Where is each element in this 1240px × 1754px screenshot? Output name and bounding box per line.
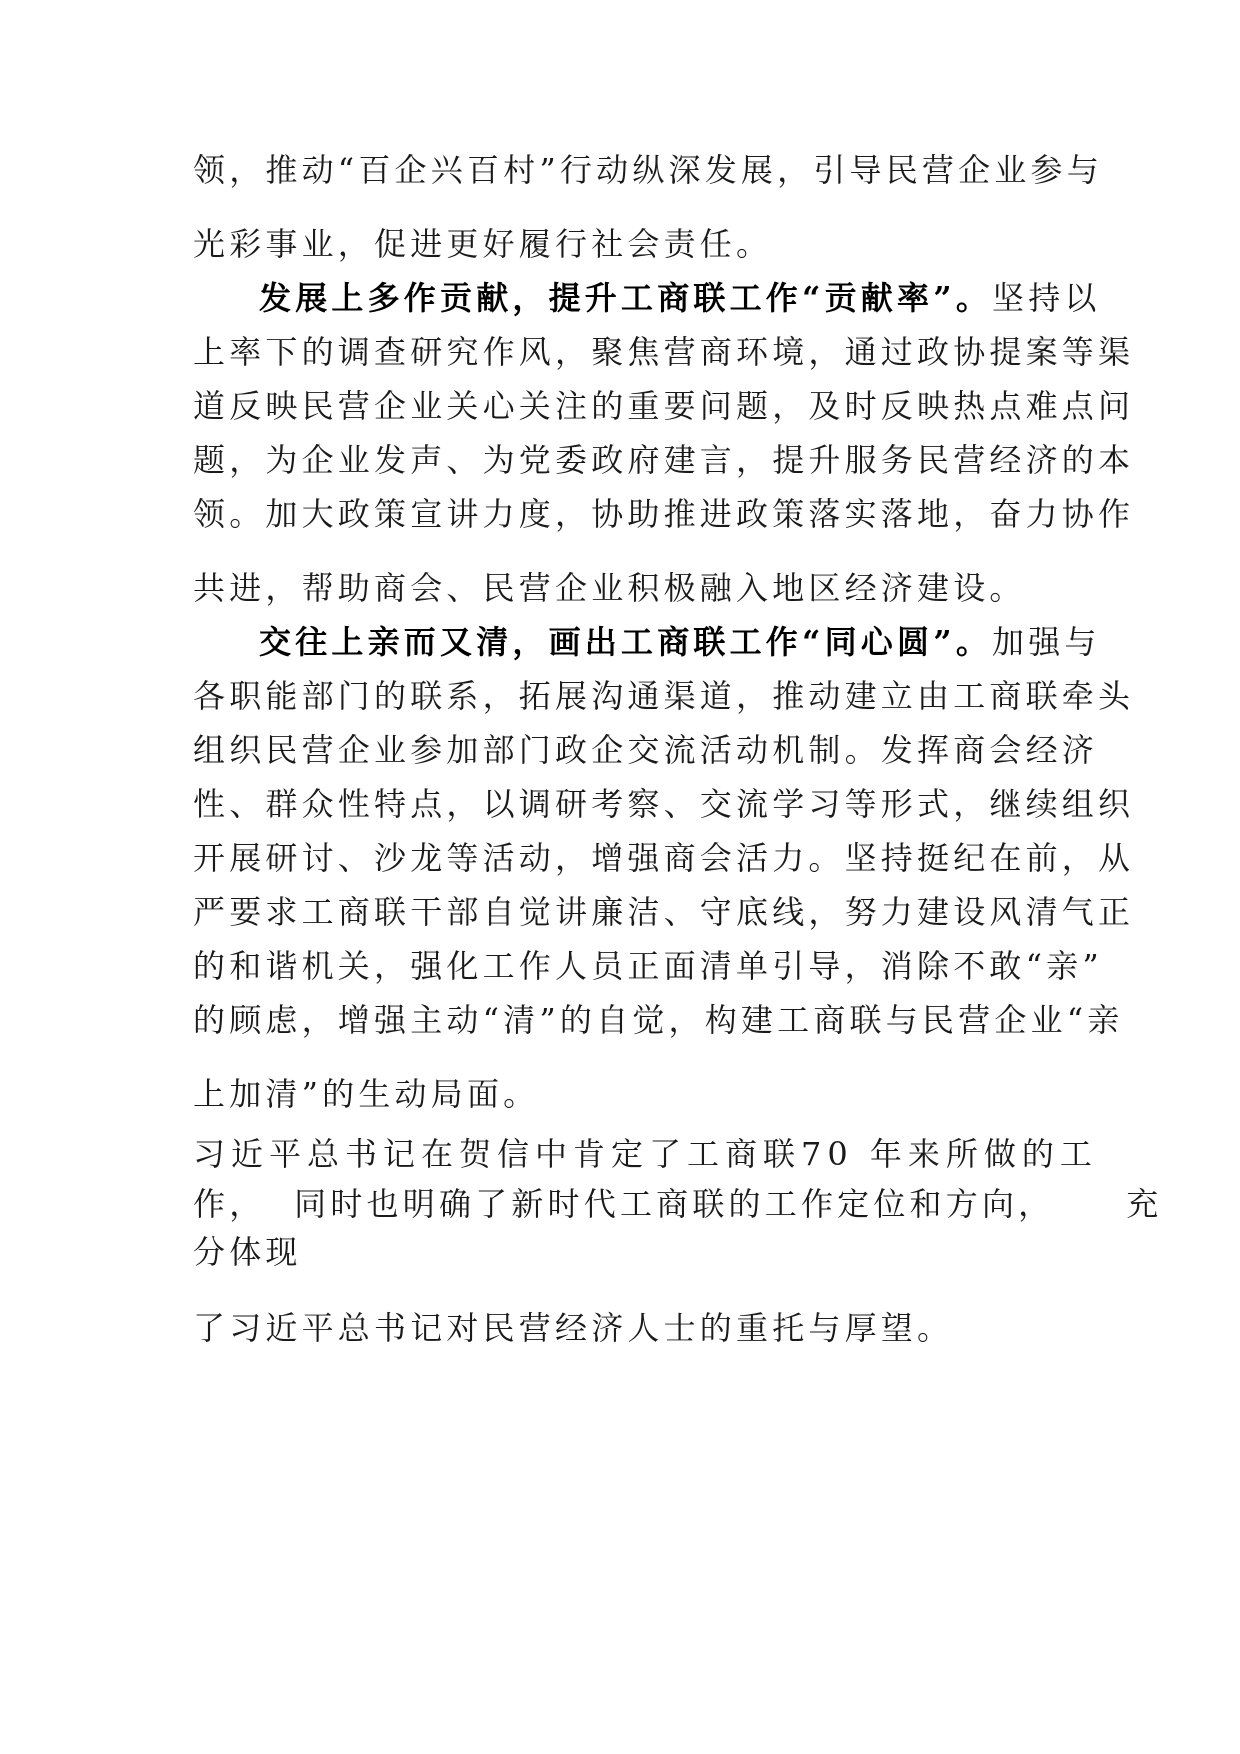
paragraph-3-first-tail: 加强与 <box>992 623 1101 661</box>
paragraph-1-line-2: 光彩事业，促进更好履行社会责任。 <box>193 225 773 263</box>
paragraph-3-line-2: 各职能部门的联系，拓展沟通渠道，推动建立由工商联牵头 <box>193 677 1135 715</box>
paragraph-3-heading: 交往上亲而又清，画出工商联工作“同心圆”。 <box>259 623 993 661</box>
paragraph-3-line-5: 开展研讨、沙龙等活动，增强商会活力。坚持挺纪在前，从 <box>193 839 1135 877</box>
paragraph-2-first-tail: 坚持以 <box>992 279 1101 317</box>
paragraph-2-line-3: 道反映民营企业关心关注的重要问题，及时反映热点难点问 <box>193 387 1135 425</box>
paragraph-3-line-1 <box>259 620 1101 664</box>
paragraph-2-line-6: 共进，帮助商会、民营企业积极融入地区经济建设。 <box>193 569 1026 607</box>
paragraph-4-line-4: 了习近平总书记对民营经济人士的重托与厚望。 <box>193 1309 954 1347</box>
paragraph-4-line-1: 习近平总书记在贺信中肯定了工商联70 年来所做的工 <box>193 1135 1098 1173</box>
paragraph-2-line-5: 领。加大政策宣讲力度，协助推进政策落实落地，奋力协作 <box>193 495 1135 533</box>
paragraph-4-line-2: 作， 同时也明确了新时代工商联的工作定位和方向， 充 <box>193 1185 1163 1223</box>
paragraph-3-line-3: 组织民营企业参加部门政企交流活动机制。发挥商会经济 <box>193 731 1099 769</box>
paragraph-3-line-6: 严要求工商联干部自觉讲廉洁、守底线，努力建设风清气正 <box>193 893 1135 931</box>
paragraph-2-heading: 发展上多作贡献，提升工商联工作“贡献率”。 <box>259 279 993 317</box>
paragraph-3-line-8: 的顾虑，增强主动“清”的自觉，构建工商联与民营企业“亲 <box>193 1001 1124 1039</box>
paragraph-3-line-9: 上加清”的生动局面。 <box>193 1075 540 1113</box>
paragraph-2-line-2: 上率下的调查研究作风，聚焦营商环境，通过政协提案等渠 <box>193 333 1135 371</box>
paragraph-3-line-4: 性、群众性特点，以调研考察、交流学习等形式，继续组织 <box>193 785 1135 823</box>
paragraph-2-line-4: 题，为企业发声、为党委政府建言，提升服务民营经济的本 <box>193 441 1135 479</box>
paragraph-2-line-1 <box>259 276 1101 320</box>
paragraph-1-line-1: 领，推动“百企兴百村”行动纵深发展，引导民营企业参与 <box>193 151 1103 189</box>
paragraph-3-line-7: 的和谐机关，强化工作人员正面清单引导，消除不敢“亲” <box>193 947 1103 985</box>
paragraph-4-line-3: 分体现 <box>193 1233 302 1271</box>
